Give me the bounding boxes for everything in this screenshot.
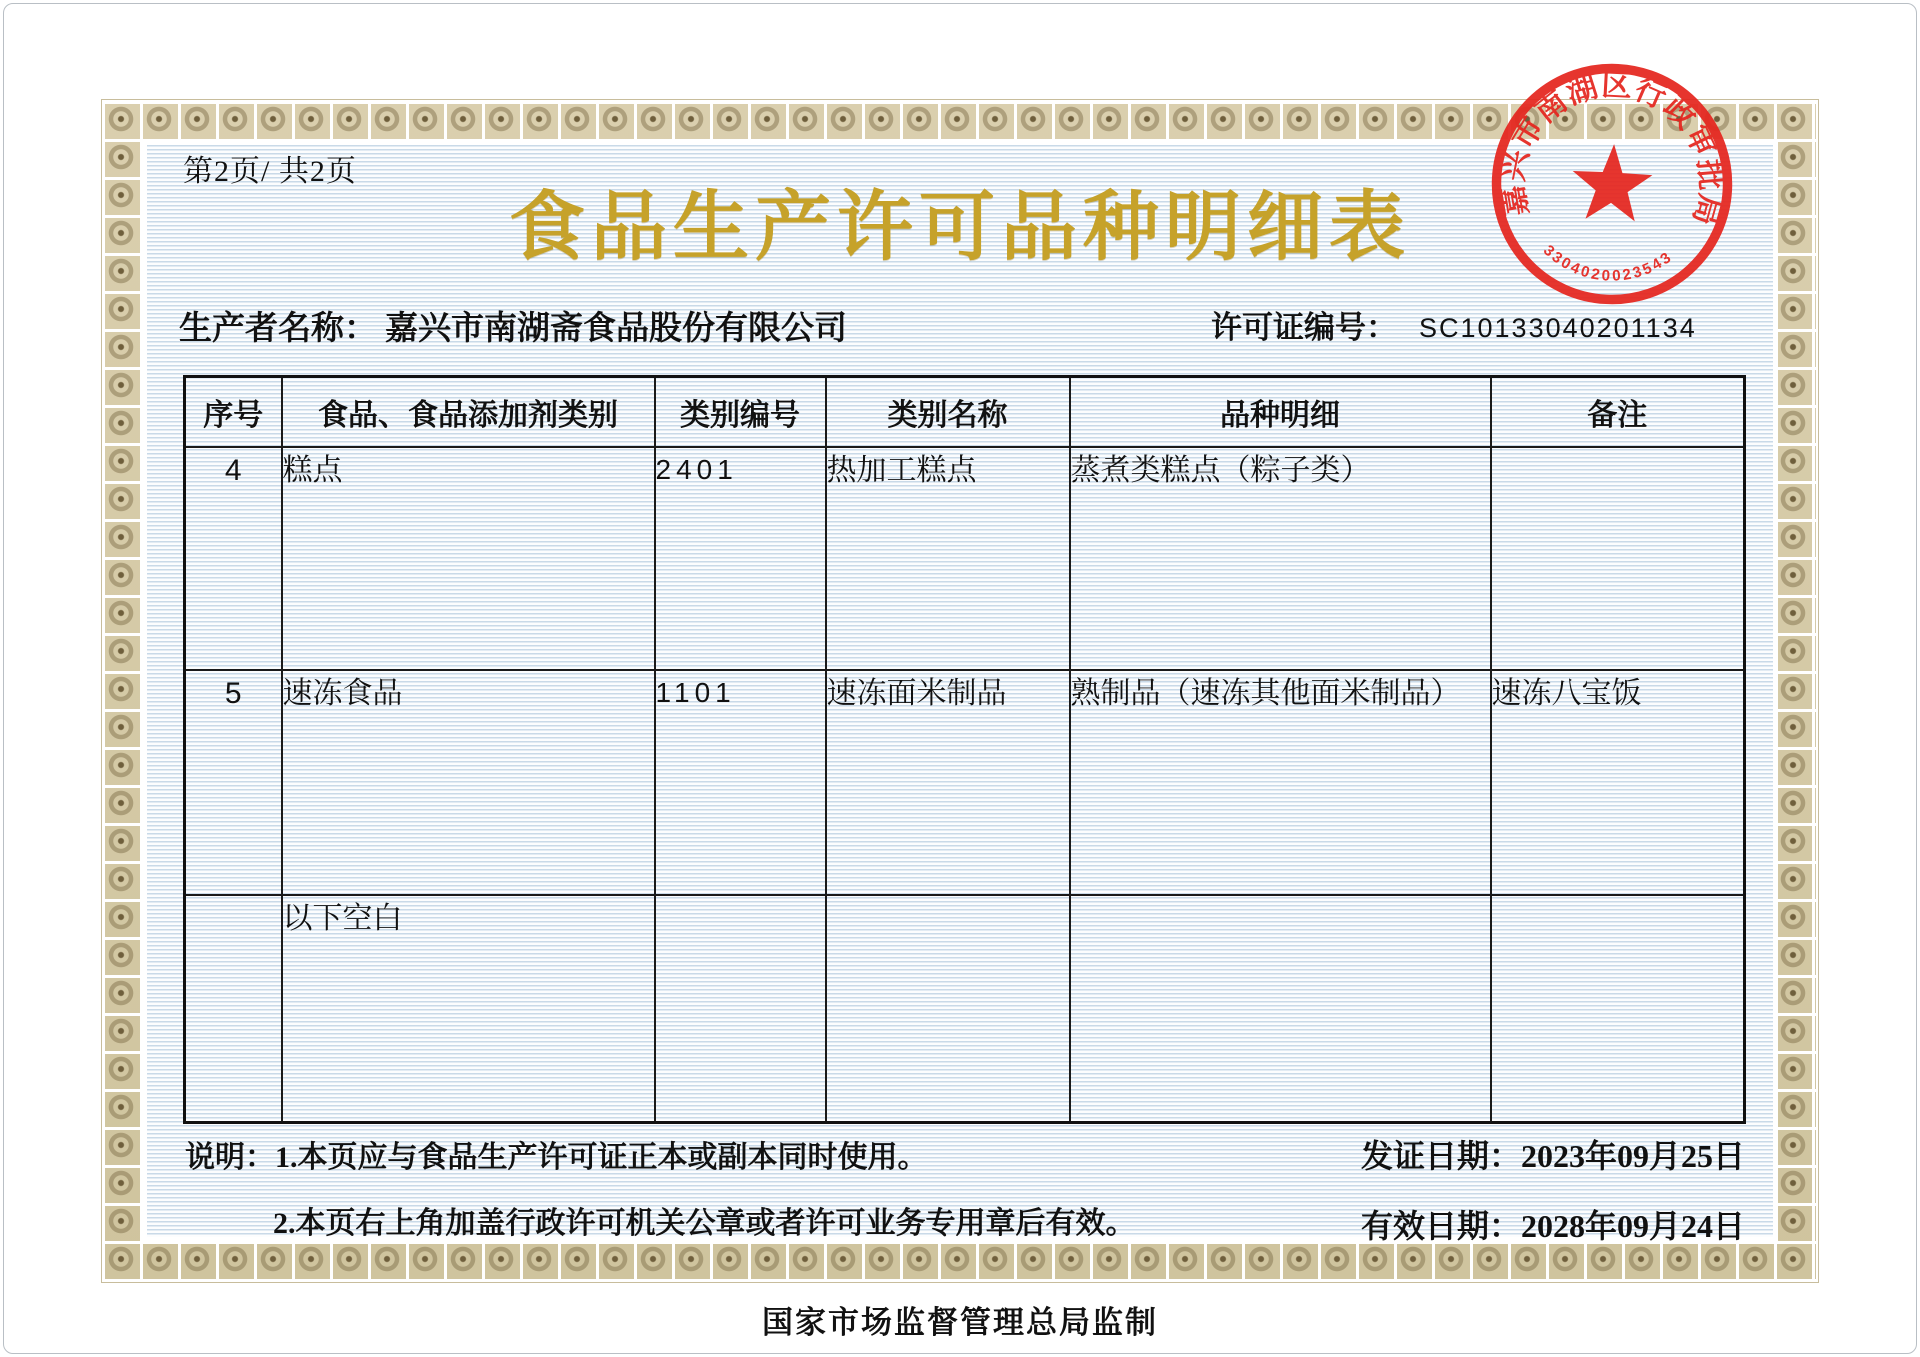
header-seq: 序号	[185, 377, 282, 448]
table-row	[185, 670, 1745, 895]
table-row	[185, 447, 1745, 670]
cell-variety-detail	[1070, 895, 1491, 1122]
header-variety-detail: 品种明细	[1070, 377, 1491, 448]
issuing-authority-footer: 国家市场监督管理总局监制	[762, 1305, 1158, 1340]
instructions-block	[185, 1143, 1136, 1239]
cell-remark	[1491, 895, 1745, 1122]
license-label: 许可证编号：	[1211, 310, 1397, 345]
producer-label: 生产者名称：	[179, 311, 377, 347]
license-detail-table	[183, 375, 1746, 1124]
cell-category-name: 速冻面米制品	[826, 670, 1070, 895]
seal-star-icon	[1570, 142, 1654, 222]
cell-category-code: 2401	[655, 447, 826, 670]
cell-category: 糕点	[282, 447, 655, 670]
cell-remark: 速冻八宝饭	[1491, 670, 1745, 895]
cell-seq: 5	[185, 670, 282, 895]
cell-category-code	[655, 895, 826, 1122]
header-category-name: 类别名称	[826, 377, 1070, 448]
producer-row	[179, 302, 847, 349]
cell-category-name: 热加工糕点	[826, 447, 1070, 670]
header-category-code: 类别编号	[655, 377, 826, 448]
cell-category-code: 1101	[655, 670, 826, 895]
table-header-row	[185, 377, 1745, 448]
issue-date: 发证日期：2023年09月25日	[1360, 1138, 1745, 1174]
header-remark: 备注	[1491, 377, 1745, 448]
cell-category-name	[826, 895, 1070, 1122]
valid-date: 有效日期：2028年09月24日	[1360, 1208, 1745, 1244]
official-seal-stamp	[1466, 51, 1759, 317]
cell-variety-detail: 蒸煮类糕点（粽子类）	[1070, 447, 1491, 670]
cell-remark	[1491, 447, 1745, 670]
cell-category: 速冻食品	[282, 670, 655, 895]
document-title: 食品生产许可品种明细表	[509, 186, 1411, 270]
svg-text:3304020023543	[1539, 241, 1677, 288]
instruction-line-1: 说明：1.本页应与食品生产许可证正本或副本同时使用。	[185, 1141, 928, 1174]
header-category: 食品、食品添加剂类别	[282, 377, 655, 448]
license-number: SC10133040201134	[1419, 313, 1697, 343]
cell-variety-detail: 熟制品（速冻其他面米制品）	[1070, 670, 1491, 895]
cell-seq: 4	[185, 447, 282, 670]
cell-seq	[185, 895, 282, 1122]
cell-category: 以下空白	[282, 895, 655, 1122]
page-number: 第2页/ 共2页	[183, 155, 357, 188]
dates-block	[1100, 1140, 1745, 1242]
seal-arc-text: 嘉兴市南湖区行政审批局	[1495, 67, 1729, 230]
seal-icon	[1466, 51, 1759, 317]
seal-code: 3304020023543	[1539, 241, 1677, 285]
producer-name: 嘉兴市南湖斋食品股份有限公司	[385, 309, 847, 346]
instruction-line-2: 2.本页右上角加盖行政许可机关公章或者许可业务专用章后有效。	[273, 1207, 1136, 1240]
table-row	[185, 895, 1745, 1122]
